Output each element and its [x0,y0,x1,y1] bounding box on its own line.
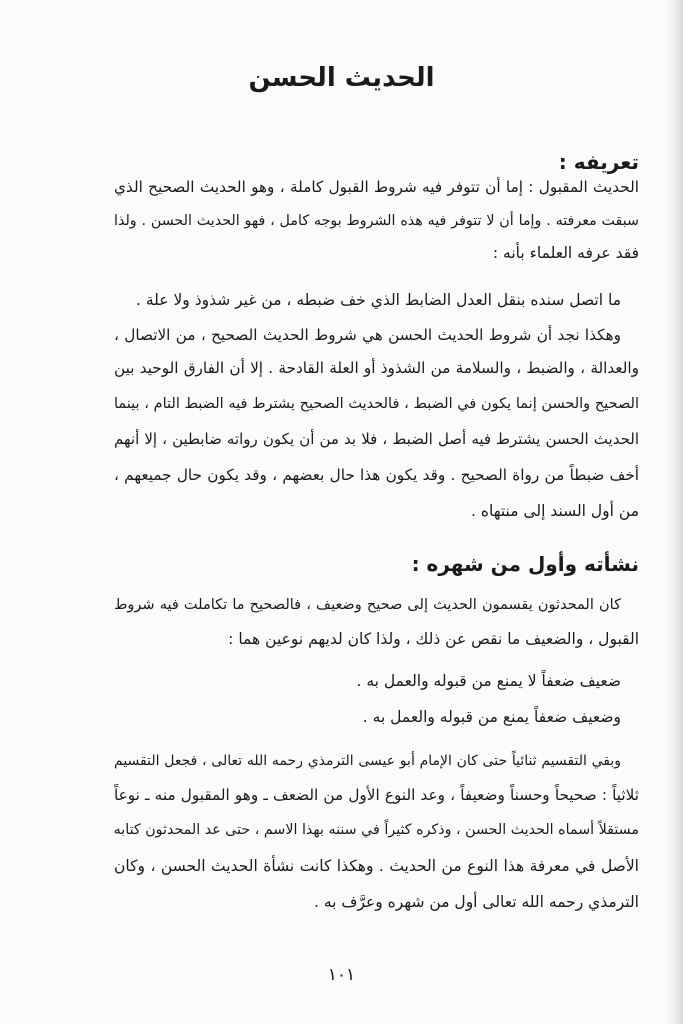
paragraph-line: الأصل في معرفة هذا النوع من الحديث . وهكذا كانت نشأة الحديث الحسن ، وكان [114,857,639,875]
list-item: ضعيف ضعفاً لا يمنع من قبوله والعمل به . [356,672,621,690]
paragraph-line: الحديث الحسن يشترط فيه أصل الضبط ، فلا بد من أن يكون رواته ضابطين ، إلا أنهم [114,430,639,448]
paragraph-line: فقد عرفه العلماء بأنه : [492,244,639,262]
paragraph-line: كان المحدثون يقسمون الحديث إلى صحيح وضعيف ، فالصحيح ما تكاملت فيه شروط [114,597,621,613]
paragraph-line: الترمذي رحمه الله تعالى أول من شهره وعرَّف به . [313,893,639,911]
paragraph-line: الصحيح والحسن إنما يكون في الضبط ، فالحديث الصحيح يشترط فيه الضبط التام ، بينما [114,396,639,412]
paragraph-line: وبقي التقسيم ثنائياً حتى كان الإمام أبو عيسى الترمذي رحمه الله تعالى ، فجعل التقسيم [114,753,621,769]
chapter-title: الحديث الحسن [248,63,435,93]
paragraph-line: والعدالة ، والضبط ، والسلامة من الشذوذ أو العلة القادحة . إلا أن الفارق الوحيد بين [114,359,639,377]
page-number: ١٠١ [327,965,356,985]
paragraph-line: سبقت معرفته . وإما أن لا تتوفر فيه هذه الشروط بوجه كامل ، فهو الحديث الحسن . ولذا [114,213,639,229]
section-heading-origin: نشأته وأول من شهره : [411,552,639,576]
paragraph-line: ثلاثياً : صحيحاً وحسناً وضعيفاً ، وعد النوع الأول من الضعف ـ وهو المقبول منه ـ نوعاً [114,786,639,804]
paragraph-line: وهكذا نجد أن شروط الحديث الحسن هي شروط الحديث الصحيح ، من الاتصال ، [114,326,621,344]
section-heading-definition: تعريفه : [558,150,639,174]
paragraph-line: القبول ، والضعيف ما نقص عن ذلك ، ولذا كان لديهم نوعين هما : [228,630,639,648]
list-item: وضعيف ضعفاً يمنع من قبوله والعمل به . [362,708,621,726]
paragraph-line: من أول السند إلى منتهاه . [471,502,639,520]
paragraph-line: أخف ضبطاً من رواة الصحيح . وقد يكون هذا حال بعضهم ، وقد يكون حال جميعهم ، [114,466,639,484]
definition-line: ما اتصل سنده بنقل العدل الضابط الذي خف ضبطه ، من غير شذوذ ولا علة . [135,291,621,309]
paragraph-line: الحديث المقبول : إما أن تتوفر فيه شروط القبول كاملة ، وهو الحديث الصحيح الذي [114,178,639,196]
paragraph-line: مستقلاً أسماه الحديث الحسن ، وذكره كثيراً في سننه بهذا الاسم ، حتى عد المحدثون كتابه [114,822,639,838]
